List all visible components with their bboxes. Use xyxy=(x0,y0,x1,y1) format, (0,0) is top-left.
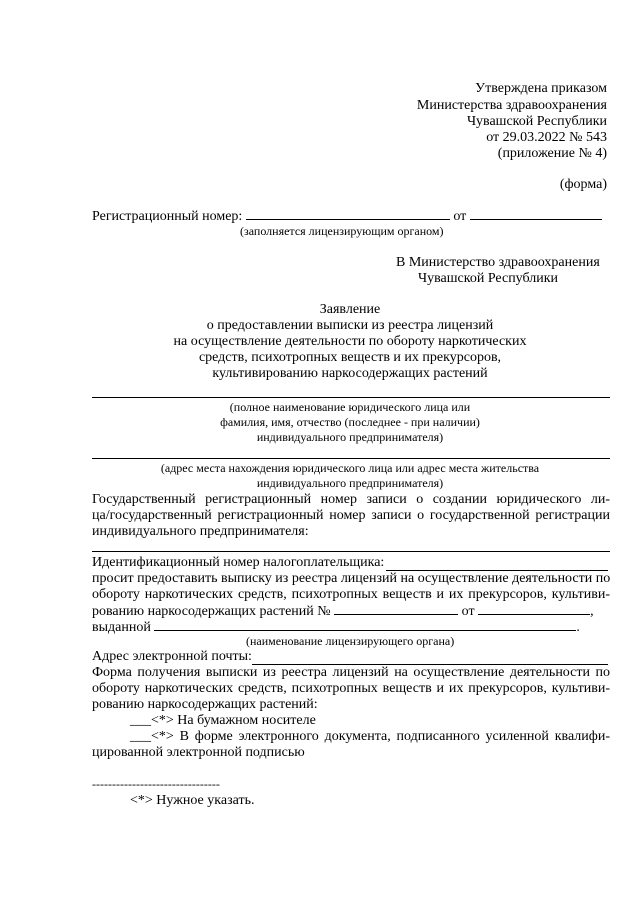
addressee-line-2: Чувашской Республики xyxy=(418,271,559,286)
method-line-2: обороту наркотических средств, психотропных веществ и их прекурсоров, культиви- xyxy=(92,681,610,696)
registration-note: (заполняется лицензирующим органом) xyxy=(240,224,444,238)
applicant-note-1: (полное наименование юридического лица или xyxy=(229,400,471,414)
request-from-label: от xyxy=(461,604,475,619)
request-comma: , xyxy=(590,604,594,619)
email-field[interactable] xyxy=(252,651,608,665)
request-line-1: просит предоставить выписку из реестра лицензий на осуществление деятельности по xyxy=(92,571,611,586)
option-electronic-cont: цированной электронной подписью xyxy=(92,745,305,760)
registration-date-field[interactable] xyxy=(470,207,602,220)
option-paper[interactable]: ___<*> На бумажном носителе xyxy=(130,713,316,728)
title-line-3: на осуществление деятельности по обороту наркотических xyxy=(173,334,527,349)
title-line-2: о предоставлении выписки из реестра лицензий xyxy=(206,318,494,333)
addressee-line-1: В Министерство здравоохранения xyxy=(396,255,600,270)
state-reg-number-field[interactable] xyxy=(92,551,610,552)
request-line-3-text: рованию наркосодержащих растений № xyxy=(92,604,331,619)
address-note-1: (адрес места нахождения юридического лица или адрес места жительства xyxy=(160,461,540,475)
registration-number-field[interactable] xyxy=(246,207,450,220)
license-number-field[interactable] xyxy=(334,602,458,615)
state-reg-line-2: ца/государственный регистрационный номер записи о государственной регистрации xyxy=(92,508,610,523)
authority-note: (наименование лицензирующего органа) xyxy=(246,634,455,648)
footnote-separator: -------------------------------- xyxy=(92,777,220,791)
form-label: (форма) xyxy=(559,177,607,192)
request-period: . xyxy=(576,620,580,635)
registration-label: Регистрационный номер: xyxy=(92,209,243,224)
registration-from-label: от xyxy=(453,209,467,224)
approval-line-4: от 29.03.2022 № 543 xyxy=(486,130,607,145)
footnote-text: <*> Нужное указать. xyxy=(130,793,255,808)
inn-field[interactable] xyxy=(386,557,608,571)
title-line-5: культивированию наркосодержащих растений xyxy=(212,366,488,381)
request-line-2: обороту наркотических средств, психотропных веществ и их прекурсоров, культиви- xyxy=(92,587,610,602)
registration-row xyxy=(92,207,602,225)
state-reg-line-3: индивидуального предпринимателя: xyxy=(92,524,309,539)
address-field[interactable] xyxy=(92,458,610,459)
applicant-note-3: индивидуального предпринимателя) xyxy=(256,430,444,444)
issuing-authority-field[interactable] xyxy=(154,618,576,631)
option-electronic[interactable]: ___<*> В форме электронного документа, подписанного усиленной квалифи- xyxy=(130,729,610,744)
approval-line-3: Чувашской Республики xyxy=(466,114,607,129)
method-line-1: Форма получения выписки из реестра лицензий на осуществление деятельности по xyxy=(92,665,610,680)
address-note-2: индивидуального предпринимателя) xyxy=(256,476,444,490)
issued-by-label: выданной xyxy=(92,620,151,635)
approval-line-1: Утверждена приказом xyxy=(475,81,607,96)
title-line-4: средств, психотропных веществ и их прекурсоров, xyxy=(198,350,502,365)
email-label: Адрес электронной почты: xyxy=(92,649,252,664)
method-line-3: рованию наркосодержащих растений: xyxy=(92,697,318,712)
inn-label: Идентификационный номер налогоплательщика: xyxy=(92,555,385,570)
applicant-note-2: фамилия, имя, отчество (последнее - при наличии) xyxy=(220,415,480,429)
email-row xyxy=(92,648,610,665)
applicant-name-field[interactable] xyxy=(92,397,610,398)
license-date-field[interactable] xyxy=(478,602,590,615)
approval-line-5: (приложение № 4) xyxy=(497,146,607,161)
state-reg-line-1: Государственный регистрационный номер записи о создании юридического ли- xyxy=(92,492,610,507)
approval-line-2: Министерства здравоохранения xyxy=(416,98,607,113)
title-line-1: Заявление xyxy=(319,302,381,317)
inn-row xyxy=(92,554,610,571)
